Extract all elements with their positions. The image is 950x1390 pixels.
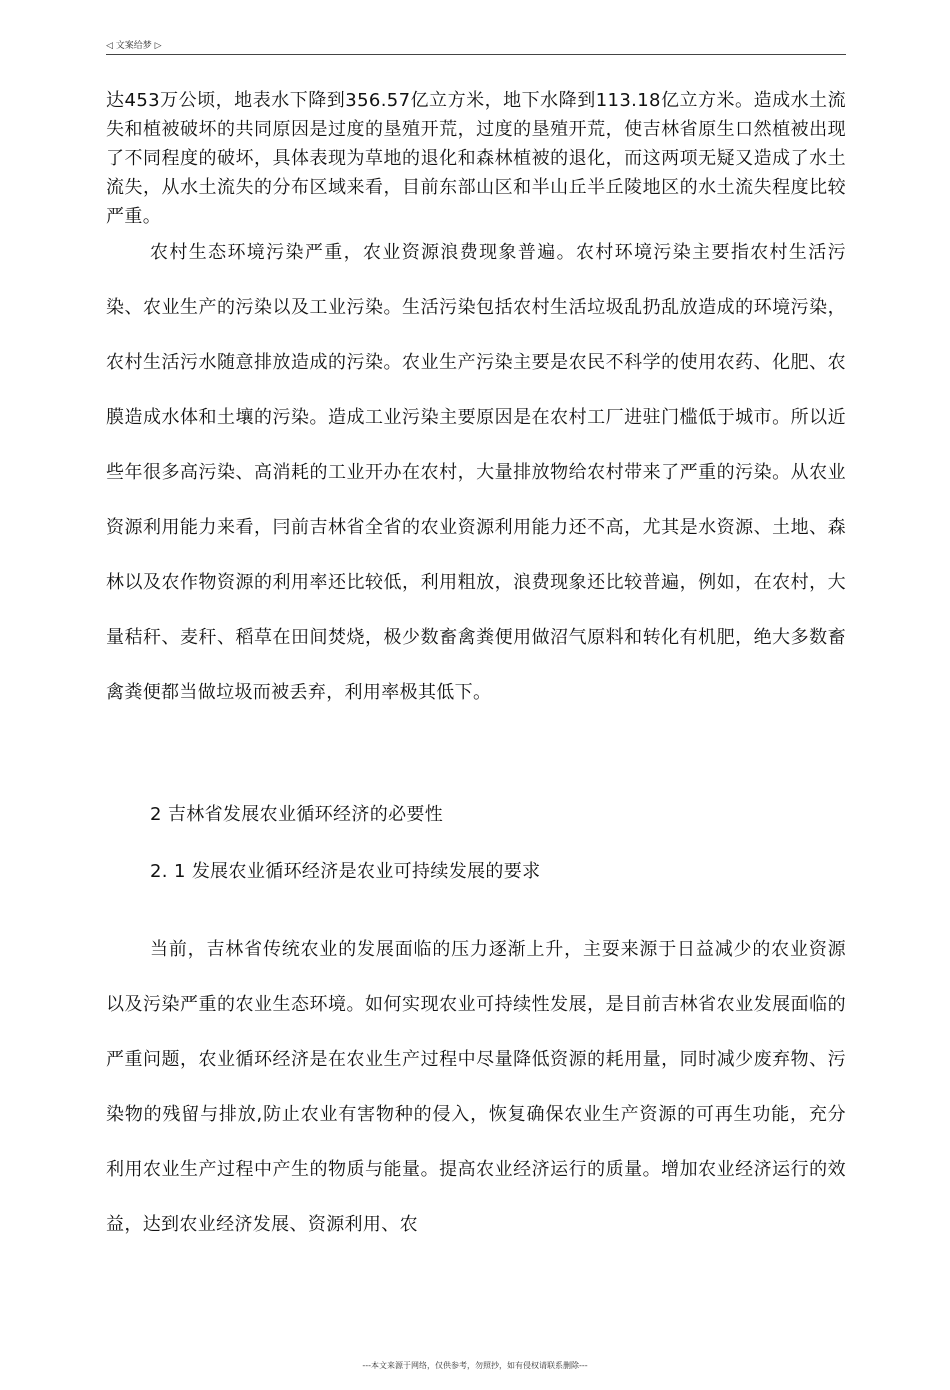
section-heading-necessity: 2 吉林省发展农业循环经济的必要性 (150, 804, 444, 825)
page-footer: ---本文来源于网络，仅供参考，勿照抄，如有侵权请联系删除--- (362, 1361, 588, 1370)
paragraph-current-pressure: 当前，吉林省传统农业的发展面临的压力逐渐上升，主耍来源于日益减少的农业资源以及污染严重的农业生态环境。如何实现农业可持续性发展，是目前吉林省农业发展面临的严重问题，农业循环经济是在农业生产过程中尽量降低资源的耗用量，同时减少废弃物、污染物的残留与排放,防止农业有害物种的侵入，恢复确保农业生产资源的可再生功能，充分利用农业生产过程中产生的物质与能量。提高农业经济运行的质量。增加农业经济运行的效益，达到农业经济发展、资源利用、农 (106, 939, 846, 1235)
paragraph-soil-erosion: 达453万公顷，地表水下降到356.57亿立方米，地下水降到113.18亿立方米。造成水土流失和植被破坏的共同原因是过度的垦殖开荒，过度的垦殖开荒，使吉林省原生口然植被出现了不同程度的破坏，具体表现为草地的退化和森林植被的退化，而这两项无疑又造成了水土流失，从水土流失的分布区域来看，目前东部山区和半山丘半丘陵地区的水土流失程度比较严重。 (106, 90, 846, 227)
paragraph-rural-pollution: 农村生态环境污染严重，农业资源浪费现象普遍。农村环境污染主要指农村生活污染、农业生产的污染以及工业污染。生活污染包括农村生活垃圾乱扔乱放造成的环境污染，农村生活污水随意排放造成的污染。农业生产污染主要是农民不科学的使用农药、化肥、农膜造成水体和土壤的污染。造成工业污染主要原因是在农村工厂进驻门槛低于城市。所以近些年很多高污染、高消耗的工业开办在农村，大量排放物给农村带来了严重的污染。从农业资源利用能力来看，冃前吉林省全省的农业资源利用能力还不高，尤其是水资源、土地、森林以及农作物资源的利用率还比较低，利用粗放，浪费现象还比较普遍，例如，在农村，大量秸秆、麦秆、稻草在田间焚烧，极少数畜禽粪便用做沼气原料和转化有机肥，绝大多数畜禽粪便都当做垃圾而被丢弃，利用率极其低下。 (106, 242, 846, 703)
subsection-heading-sustainable: 2. 1 发展农业循环经济是农业可持续发展的要求 (150, 861, 541, 882)
header-divider (106, 54, 846, 55)
page-header: ◁ 文案给梦 ▷ (106, 41, 162, 51)
